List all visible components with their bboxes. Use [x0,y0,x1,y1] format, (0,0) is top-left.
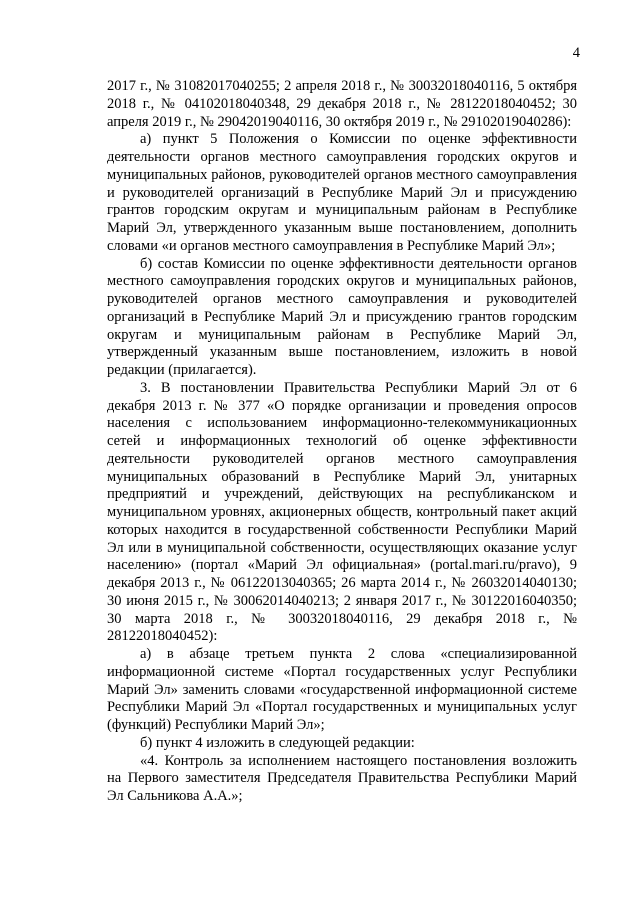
paragraph-quoted-item-4: «4. Контроль за исполнением настоящего постановления возложить на Первого заместителя Председателя Правительства Республики Марий Эл Сальникова А.А.»; [107,752,577,804]
paragraph-item-b: б) состав Комиссии по оценке эффективности деятельности органов местного самоуправления городских округов и муниципальных районов, руководителей органов местного самоуправления и руководителей организаций в Республике Марий Эл и присуждению грантов городским округам и муниципальным районам в Республике Марий Эл, утвержденный указанным выше постановлением, изложить в новой редакции (прилагается). [107,255,577,378]
page-number: 4 [572,45,580,61]
paragraph-citation-continuation: 2017 г., № 31082017040255; 2 апреля 2018 г., № 30032018040116, 5 октября 2018 г., № 04102018040348, 29 декабря 2018 г., № 28122018040452; 30 апреля 2019 г., № 29042019040116, 30 октября 2019 г., № 29102019040286): [107,78,577,130]
paragraph-item-b-2: б) пункт 4 изложить в следующей редакции: [140,734,415,751]
paragraph-section-3: 3. В постановлении Правительства Республики Марий Эл от 6 декабря 2013 г. № 377 «О порядке организации и проведения опросов населения с использованием информационно-телекоммуникационных сетей и информационных технологий об оценке эффективности деятельности руководителей органов местного самоуправления муниципальных образований в Республике Марий Эл, унитарных предприятий и учреждений, действующих на республиканском и муниципальном уровнях, акционерных обществ, контрольный пакет акций которых находится в государственной собственности Республики Марий Эл или в муниципальной собственности, осуществляющих оказание услуг населению» (портал «Марий Эл официальная» (portal.mari.ru/pravo), 9 декабря 2013 г., № 06122013040365; 26 марта 2014 г., № 26032014040130; 30 июня 2015 г., № 30062014040213; 2 января 2017 г., № 30122016040350; 30 марта 2018 г., № 30032018040116, 29 декабря 2018 г., № 28122018040452): [107,379,577,645]
paragraph-item-a-2: а) в абзаце третьем пункта 2 слова «специализированной информационной системе «Портал государственных услуг Республики Марий Эл» заменить словами «государственной информационной системе Республики Марий Эл «Портал государственных и муниципальных услуг (функций) Республики Марий Эл»; [107,646,577,733]
document-body [107,78,577,806]
paragraph-item-a: а) пункт 5 Положения о Комиссии по оценке эффективности деятельности органов местного самоуправления городских округов и муниципальных районов, руководителей органов местного самоуправления и руководителей организаций в Республике Марий Эл и присуждению грантов городским округам и муниципальным районам в Республике Марий Эл, утвержденного указанным выше постановлением, дополнить словами «и органов местного самоуправления в Республике Марий Эл»; [107,131,577,254]
